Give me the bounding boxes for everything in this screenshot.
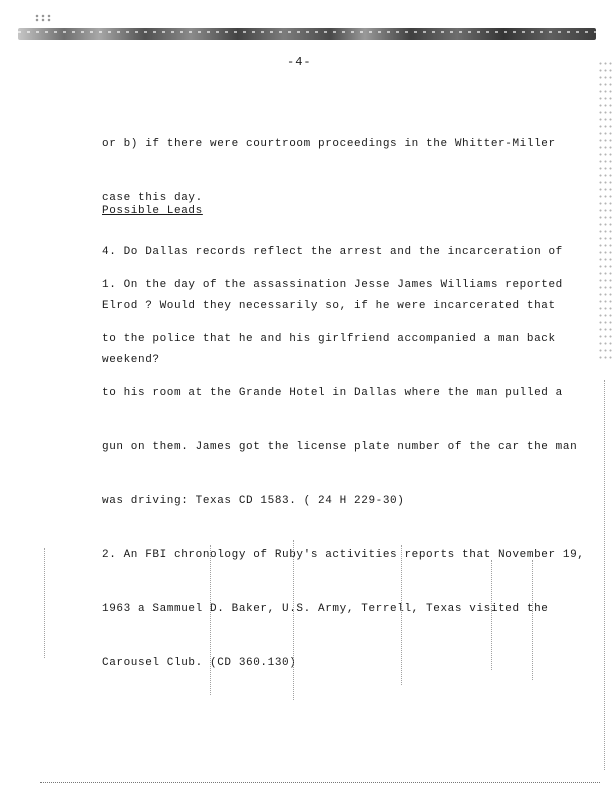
text-line: gun on them. James got the license plate number of the car the man (102, 441, 578, 453)
scan-artifact-vertical-line (491, 560, 492, 670)
page-number: -4- (287, 55, 312, 69)
scan-artifact-corner (34, 14, 52, 22)
text-line: to the police that he and his girlfriend accompanied a man back (102, 333, 556, 345)
scan-artifact-vertical-line (532, 560, 533, 680)
text-line: to his room at the Grande Hotel in Dallas where the man pulled a (102, 387, 563, 399)
text-line: 4. Do Dallas records reflect the arrest and the incarceration of (102, 246, 563, 258)
scan-artifact-bottom-rule (40, 782, 600, 783)
leads-list (102, 240, 585, 690)
text-line: Elrod ? Would they necessarily so, if he were incarcerated that (102, 300, 556, 312)
text-line: 2. An FBI chronology of Ruby's activities reports that November 19, (102, 549, 585, 561)
text-line: 1. On the day of the assassination Jesse James Williams reported (102, 279, 563, 291)
scan-artifact-vertical-line (604, 380, 605, 770)
text-line: or b) if there were courtroom proceedings in the Whitter-Miller (102, 138, 556, 150)
scan-artifact-top-bar (18, 28, 596, 40)
scan-artifact-vertical-line (401, 545, 402, 685)
text-line: case this day. (102, 192, 203, 204)
scan-artifact-vertical-line (210, 545, 211, 695)
text-line: 1963 a Sammuel D. Baker, U.S. Army, Terrell, Texas visited the (102, 603, 549, 615)
text-line: Carousel Club. (CD 360.130) (102, 657, 297, 669)
text-line: was driving: Texas CD 1583. ( 24 H 229-30) (102, 495, 405, 507)
scan-artifact-vertical-line (44, 548, 45, 658)
text-line: weekend? (102, 354, 160, 366)
scan-artifact-vertical-line (293, 540, 294, 700)
section-heading: Possible Leads (102, 205, 203, 217)
scan-artifact-right-edge (598, 60, 612, 360)
